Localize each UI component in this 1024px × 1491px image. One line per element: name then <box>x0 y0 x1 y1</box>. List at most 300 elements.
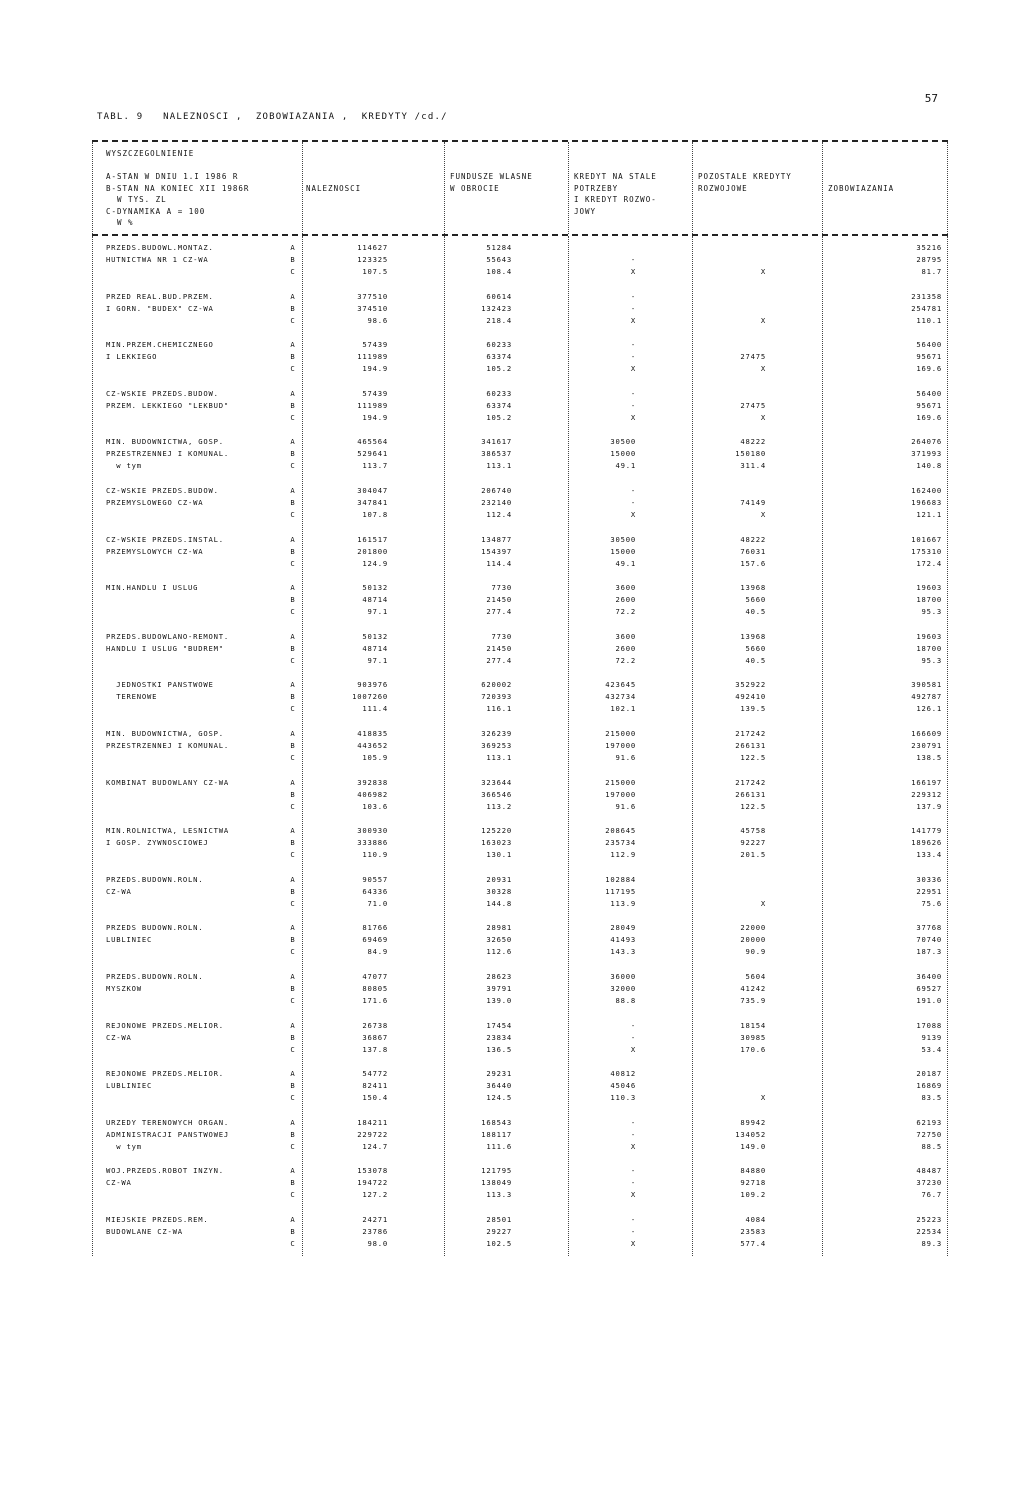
row-key: C <box>290 704 296 714</box>
row-label: PRZED REAL.BUD.PRZEM. I GORN. "BUDEX" CZ-WA <box>106 291 214 313</box>
table-cell: 187.3 <box>916 947 942 957</box>
table-row-a <box>92 1165 948 1177</box>
row-key: B <box>290 1081 296 1091</box>
table-cell: 20187 <box>916 1069 942 1079</box>
table-cell: 366546 <box>481 789 512 799</box>
table-cell: 326239 <box>481 728 512 738</box>
table-cell: 81766 <box>362 923 388 933</box>
row-key: C <box>290 315 296 325</box>
table-cell: 134052 <box>735 1129 766 1139</box>
table-cell: 235734 <box>605 838 636 848</box>
table-cell: 166197 <box>911 777 942 787</box>
table-cell: 60614 <box>486 291 512 301</box>
table-cell: 122.5 <box>740 801 766 811</box>
table-cell: 69527 <box>916 983 942 993</box>
table-cell: 266131 <box>735 789 766 799</box>
table-cell: 143.3 <box>610 947 636 957</box>
table-cell: 89942 <box>740 1117 766 1127</box>
table-cell: 386537 <box>481 449 512 459</box>
table-cell: 21450 <box>486 595 512 605</box>
table-row-group <box>92 625 948 674</box>
table-cell: 71.0 <box>367 898 388 908</box>
row-label: REJONOWE PRZEDS.MELIOR. CZ-WA <box>106 1020 224 1042</box>
table-cell: 113.3 <box>486 1190 512 1200</box>
table-cell: 76.7 <box>921 1190 942 1200</box>
row-key: C <box>290 898 296 908</box>
table-cell: 4084 <box>745 1214 766 1224</box>
table-cell: 201800 <box>357 546 388 556</box>
row-key: B <box>290 1032 296 1042</box>
row-key: A <box>290 583 296 593</box>
row-label: MIN. BUDOWNICTWA, GOSP. PRZESTRZENNEJ I KOMUNAL. <box>106 728 230 750</box>
table-cell: 74149 <box>740 497 766 507</box>
header-col-own-funds: FUNDUSZE WLASNE W OBROCIE <box>450 172 533 193</box>
table-cell: 166609 <box>911 728 942 738</box>
table-cell: 9139 <box>921 1032 942 1042</box>
table-cell: 19603 <box>916 583 942 593</box>
table-row-b <box>92 1129 948 1141</box>
row-label: PRZEDS BUDOWN.ROLN. LUBLINIEC <box>106 923 204 945</box>
table-row-b <box>92 1032 948 1044</box>
table-cell: 18154 <box>740 1020 766 1030</box>
table-cell: 333886 <box>357 838 388 848</box>
table-row-b <box>92 1177 948 1189</box>
header-col-credit: KREDYT NA STALE POTRZEBY I KREDYT ROZWO- JOWY <box>574 172 657 216</box>
table-cell: 194.9 <box>362 364 388 374</box>
table-cell: 735.9 <box>740 995 766 1005</box>
table-cell: 169.6 <box>916 364 942 374</box>
table-cell: X <box>630 1190 636 1200</box>
table-cell: 50132 <box>362 631 388 641</box>
table-cell: 157.6 <box>740 558 766 568</box>
table-cell: 98.6 <box>367 315 388 325</box>
table-cell: 125220 <box>481 826 512 836</box>
table-cell: 197000 <box>605 789 636 799</box>
row-label: KOMBINAT BUDOWLANY CZ-WA <box>106 777 230 787</box>
table-row-a <box>92 1068 948 1080</box>
table-row-b <box>92 691 948 703</box>
table-cell: 26738 <box>362 1020 388 1030</box>
table-cell: 95671 <box>916 352 942 362</box>
table-cell: 577.4 <box>740 1238 766 1248</box>
table-cell: 28981 <box>486 923 512 933</box>
table-cell: 55643 <box>486 255 512 264</box>
table-row-a <box>92 534 948 546</box>
header-col-description: WYSZCZEGOLNIENIE A-STAN W DNIU 1.I 1986 R B-STAN NA KONIEC XII 1986R W TYS. ZL C-DYNAMIKA A = 100 W % <box>106 149 250 227</box>
table-cell: 149.0 <box>740 1141 766 1151</box>
table-cell: 81.7 <box>921 267 942 276</box>
row-label: WOJ.PRZEDS.ROBOT INZYN. CZ-WA <box>106 1166 224 1188</box>
table-cell: 133.4 <box>916 850 942 860</box>
row-key: B <box>290 595 296 605</box>
table-row-c <box>92 1141 948 1153</box>
table-cell: 105.2 <box>486 364 512 374</box>
table-row-a <box>92 485 948 497</box>
table-cell: 126.1 <box>916 704 942 714</box>
row-label: MIEJSKIE PRZEDS.REM. BUDOWLANE CZ-WA <box>106 1214 209 1236</box>
table-cell: 30985 <box>740 1032 766 1042</box>
table-cell: - <box>630 1020 636 1030</box>
table-cell: - <box>630 1166 636 1176</box>
table-cell: 277.4 <box>486 655 512 665</box>
row-key: C <box>290 412 296 422</box>
row-label: CZ-WSKIE PRZEDS.BUDOW. PRZEMYSLOWEGO CZ-WA <box>106 485 219 507</box>
row-key: C <box>290 509 296 519</box>
table-cell: 84.9 <box>367 947 388 957</box>
row-key: A <box>290 826 296 836</box>
table-row-b <box>92 789 948 801</box>
row-key: A <box>290 1069 296 1079</box>
row-key: A <box>290 777 296 787</box>
row-key: B <box>290 546 296 556</box>
row-key: B <box>290 497 296 507</box>
table-cell: 47077 <box>362 971 388 981</box>
table-cell: 53.4 <box>921 1044 942 1054</box>
table-cell: 443652 <box>357 740 388 750</box>
table-cell: X <box>630 1044 636 1054</box>
table-cell: 153078 <box>357 1166 388 1176</box>
table-row-c <box>92 1092 948 1104</box>
table-row-c <box>92 509 948 521</box>
table-row-b <box>92 1226 948 1238</box>
table-row-c <box>92 898 948 910</box>
table-cell: 110.9 <box>362 850 388 860</box>
table-cell: 2600 <box>615 643 636 653</box>
table-cell: 63374 <box>486 400 512 410</box>
table-cell: 215000 <box>605 777 636 787</box>
table-row-c <box>92 849 948 861</box>
table-row-b <box>92 497 948 509</box>
row-key: B <box>290 303 296 313</box>
table-cell: 134877 <box>481 534 512 544</box>
table-cell: 28795 <box>916 255 942 264</box>
table-cell: 111.4 <box>362 704 388 714</box>
table-cell: 121795 <box>481 1166 512 1176</box>
table-cell: 111989 <box>357 352 388 362</box>
table-row-c <box>92 1044 948 1056</box>
table-cell: 80805 <box>362 983 388 993</box>
table-cell: 97.1 <box>367 655 388 665</box>
table-cell: 95.3 <box>921 607 942 617</box>
row-key: A <box>290 243 296 252</box>
table-cell: 371993 <box>911 449 942 459</box>
table-cell: 123325 <box>357 255 388 264</box>
row-key: C <box>290 947 296 957</box>
table-cell: X <box>630 412 636 422</box>
table-row-group <box>92 479 948 528</box>
table-cell: 529641 <box>357 449 388 459</box>
table-cell: 112.4 <box>486 509 512 519</box>
page-number: 57 <box>924 92 938 105</box>
table-cell: 162400 <box>911 485 942 495</box>
table-cell: 111.6 <box>486 1141 512 1151</box>
table-row-b <box>92 837 948 849</box>
row-label: MIN.PRZEM.CHEMICZNEGO I LEKKIEGO <box>106 340 214 362</box>
table-cell: 72.2 <box>615 655 636 665</box>
row-key: B <box>290 692 296 702</box>
table-cell: 194722 <box>357 1178 388 1188</box>
table-cell: 311.4 <box>740 461 766 471</box>
table-cell: - <box>630 1129 636 1139</box>
row-label: PRZEDS.BUDOWN.ROLN. CZ-WA <box>106 874 204 896</box>
table-row-b <box>92 254 948 266</box>
table-cell: 60233 <box>486 388 512 398</box>
row-key: C <box>290 655 296 665</box>
table-row-c <box>92 1189 948 1201</box>
row-key: A <box>290 388 296 398</box>
table-cell: 45758 <box>740 826 766 836</box>
data-table <box>92 140 948 1256</box>
row-label: MIN.ROLNICTWA, LESNICTWA I GOSP. ZYWNOSCIOWEJ <box>106 826 230 848</box>
table-row-a <box>92 679 948 691</box>
table-row-group <box>92 576 948 625</box>
table-row-c <box>92 655 948 667</box>
table-row-c <box>92 558 948 570</box>
table-cell: 102.1 <box>610 704 636 714</box>
row-key: B <box>290 838 296 848</box>
table-cell: 28623 <box>486 971 512 981</box>
table-cell: 20000 <box>740 935 766 945</box>
table-cell: 23834 <box>486 1032 512 1042</box>
table-cell: 102884 <box>605 874 636 884</box>
row-label: PRZEDS.BUDOWN.ROLN. MYSZKOW <box>106 971 204 993</box>
table-cell: 432734 <box>605 692 636 702</box>
table-cell: 201.5 <box>740 850 766 860</box>
table-cell: 63374 <box>486 352 512 362</box>
table-cell: 720393 <box>481 692 512 702</box>
table-cell: 352922 <box>735 680 766 690</box>
table-cell: 492787 <box>911 692 942 702</box>
table-cell: 109.2 <box>740 1190 766 1200</box>
table-row-group <box>92 916 948 965</box>
table-cell: 232140 <box>481 497 512 507</box>
table-cell: 13968 <box>740 631 766 641</box>
row-key: B <box>290 1226 296 1236</box>
table-row-group <box>92 333 948 382</box>
table-cell: 191.0 <box>916 995 942 1005</box>
table-cell: 95.3 <box>921 655 942 665</box>
table-cell: 18700 <box>916 595 942 605</box>
table-cell: 84880 <box>740 1166 766 1176</box>
header-col-receivables: NALEZNOSCI <box>306 183 362 193</box>
table-cell: 36867 <box>362 1032 388 1042</box>
table-cell: 56400 <box>916 388 942 398</box>
table-cell: 105.2 <box>486 412 512 422</box>
table-cell: 903976 <box>357 680 388 690</box>
table-cell: 88.5 <box>921 1141 942 1151</box>
table-cell: 69469 <box>362 935 388 945</box>
table-row-c <box>92 412 948 424</box>
table-cell: - <box>630 1032 636 1042</box>
row-label: PRZEDS.BUDOWLANO-REMONT. HANDLU I USLUG "BUDREM" <box>106 631 230 653</box>
row-key: B <box>290 1178 296 1188</box>
table-cell: 57439 <box>362 340 388 350</box>
table-cell: 30328 <box>486 886 512 896</box>
table-row-a <box>92 1020 948 1032</box>
table-cell: 49.1 <box>615 461 636 471</box>
table-cell: 48714 <box>362 643 388 653</box>
row-key: B <box>290 935 296 945</box>
table-cell: 88.8 <box>615 995 636 1005</box>
row-key: A <box>290 1117 296 1127</box>
table-cell: 29227 <box>486 1226 512 1236</box>
row-key: B <box>290 1129 296 1139</box>
table-cell: 91.6 <box>615 801 636 811</box>
table-cell: X <box>760 315 766 325</box>
table-cell: 7730 <box>491 583 512 593</box>
table-row-a <box>92 1117 948 1129</box>
table-row-a <box>92 728 948 740</box>
table-cell: 62193 <box>916 1117 942 1127</box>
table-cell: 90.9 <box>745 947 766 957</box>
table-cell: 17454 <box>486 1020 512 1030</box>
row-key: B <box>290 643 296 653</box>
table-row-c <box>92 752 948 764</box>
table-row-a <box>92 582 948 594</box>
row-key: C <box>290 1141 296 1151</box>
header-col-liabilities: ZOBOWIAZANIA <box>828 183 895 193</box>
table-cell: X <box>760 412 766 422</box>
table-cell: 54772 <box>362 1069 388 1079</box>
table-cell: 23583 <box>740 1226 766 1236</box>
table-cell: 91.6 <box>615 752 636 762</box>
table-row-b <box>92 643 948 655</box>
table-cell: 45046 <box>610 1081 636 1091</box>
table-cell: 194.9 <box>362 412 388 422</box>
table-cell: 114627 <box>357 243 388 252</box>
table-cell: 137.9 <box>916 801 942 811</box>
table-cell: X <box>630 267 636 276</box>
table-cell: X <box>760 364 766 374</box>
table-cell: 105.9 <box>362 752 388 762</box>
table-cell: 620002 <box>481 680 512 690</box>
table-cell: 390581 <box>911 680 942 690</box>
row-label: CZ-WSKIE PRZEDS.BUDOW. PRZEM. LEKKIEGO "LEKBUD" <box>106 388 230 410</box>
row-key: C <box>290 1044 296 1054</box>
table-cell: - <box>630 1214 636 1224</box>
table-cell: 113.7 <box>362 461 388 471</box>
table-cell: 122.5 <box>740 752 766 762</box>
table-cell: 231358 <box>911 291 942 301</box>
table-cell: 266131 <box>735 740 766 750</box>
table-cell: 124.9 <box>362 558 388 568</box>
table-cell: X <box>760 509 766 519</box>
table-row-a <box>92 1214 948 1226</box>
table-row-b <box>92 546 948 558</box>
row-key: C <box>290 995 296 1005</box>
table-row-c <box>92 703 948 715</box>
row-key: C <box>290 558 296 568</box>
row-key: C <box>290 1190 296 1200</box>
table-cell: 95671 <box>916 400 942 410</box>
table-row-a <box>92 436 948 448</box>
table-row-c <box>92 946 948 958</box>
table-cell: 27475 <box>740 400 766 410</box>
table-cell: 2600 <box>615 595 636 605</box>
table-row-b <box>92 983 948 995</box>
table-row-b <box>92 400 948 412</box>
table-cell: 28049 <box>610 923 636 933</box>
row-label: MIN.HANDLU I USLUG <box>106 583 199 593</box>
table-cell: 113.9 <box>610 898 636 908</box>
table-cell: - <box>630 400 636 410</box>
table-cell: 171.6 <box>362 995 388 1005</box>
table-row-a <box>92 339 948 351</box>
table-cell: - <box>630 340 636 350</box>
table-cell: 114.4 <box>486 558 512 568</box>
table-row-group <box>92 673 948 722</box>
row-key: C <box>290 801 296 811</box>
table-cell: X <box>630 364 636 374</box>
table-cell: 323644 <box>481 777 512 787</box>
table-cell: 32650 <box>486 935 512 945</box>
table-cell: - <box>630 1178 636 1188</box>
table-row-b <box>92 303 948 315</box>
table-cell: 37230 <box>916 1178 942 1188</box>
table-cell: - <box>630 485 636 495</box>
table-row-c <box>92 606 948 618</box>
table-cell: 40.5 <box>745 655 766 665</box>
table-row-group <box>92 1208 948 1257</box>
table-cell: 196683 <box>911 497 942 507</box>
table-cell: 50132 <box>362 583 388 593</box>
table-cell: 175310 <box>911 546 942 556</box>
table-cell: 116.1 <box>486 704 512 714</box>
table-row-group <box>92 1111 948 1160</box>
table-cell: 277.4 <box>486 607 512 617</box>
table-cell: 64336 <box>362 886 388 896</box>
row-key: C <box>290 1093 296 1103</box>
table-cell: 18700 <box>916 643 942 653</box>
table-cell: 22000 <box>740 923 766 933</box>
table-cell: 113.1 <box>486 752 512 762</box>
table-cell: 92227 <box>740 838 766 848</box>
table-cell: X <box>630 1238 636 1248</box>
table-cell: 7730 <box>491 631 512 641</box>
table-cell: 492410 <box>735 692 766 702</box>
table-cell: 161517 <box>357 534 388 544</box>
table-row-c <box>92 1238 948 1250</box>
row-label: JEDNOSTKI PANSTWOWE TERENOWE <box>116 680 214 702</box>
row-key: C <box>290 752 296 762</box>
table-cell: 13968 <box>740 583 766 593</box>
row-key: B <box>290 449 296 459</box>
table-cell: 48222 <box>740 437 766 447</box>
table-cell: - <box>630 352 636 362</box>
table-row-a <box>92 631 948 643</box>
table-cell: 130.1 <box>486 850 512 860</box>
row-key: C <box>290 607 296 617</box>
table-cell: 32000 <box>610 983 636 993</box>
table-cell: 304047 <box>357 485 388 495</box>
table-cell: 3600 <box>615 631 636 641</box>
table-cell: 60233 <box>486 340 512 350</box>
table-cell: 30500 <box>610 437 636 447</box>
table-cell: 117195 <box>605 886 636 896</box>
table-cell: 36000 <box>610 971 636 981</box>
table-cell: X <box>630 509 636 519</box>
table-row-b <box>92 594 948 606</box>
table-cell: 5660 <box>745 595 766 605</box>
table-row-group <box>92 1159 948 1208</box>
table-cell: 36400 <box>916 971 942 981</box>
table-cell: 341617 <box>481 437 512 447</box>
table-cell: 22534 <box>916 1226 942 1236</box>
table-cell: 23786 <box>362 1226 388 1236</box>
table-cell: 264076 <box>911 437 942 447</box>
row-key: A <box>290 1214 296 1224</box>
row-key: A <box>290 923 296 933</box>
